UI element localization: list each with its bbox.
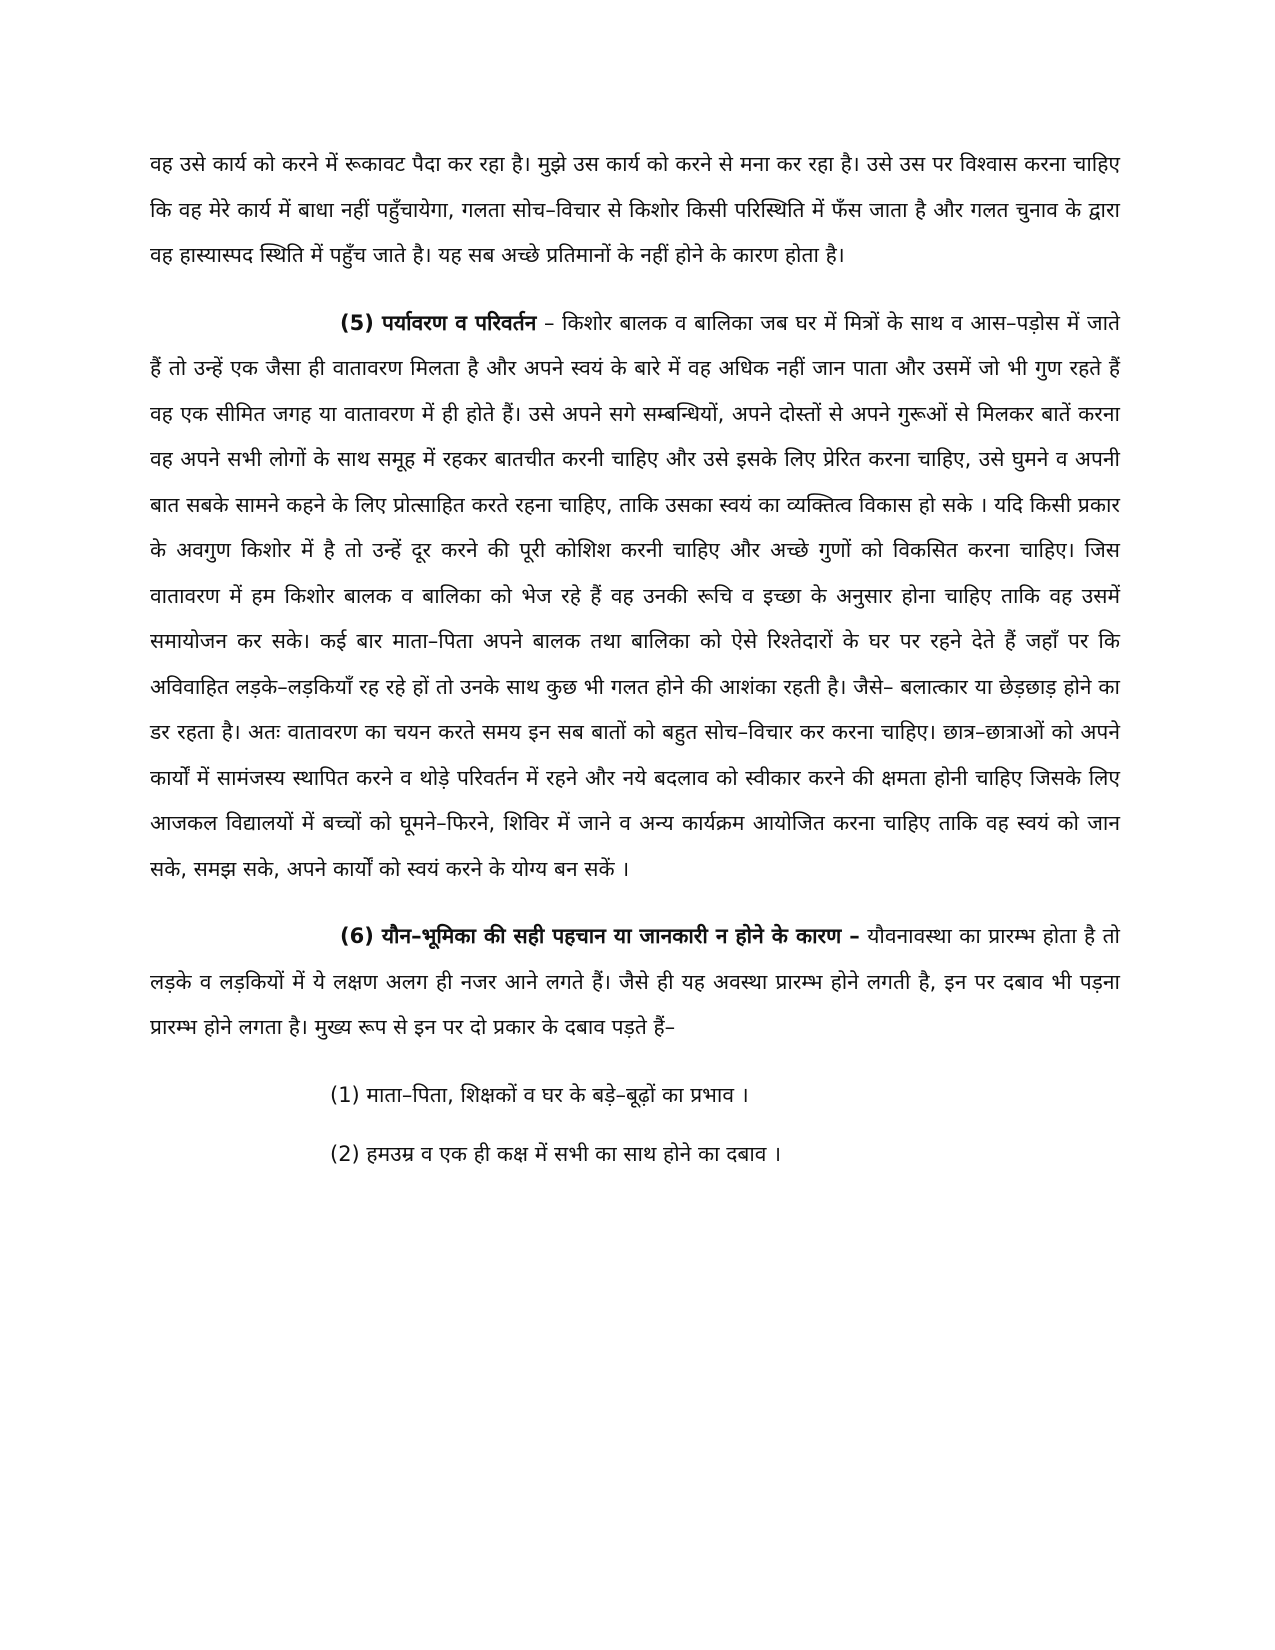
list-item-1: (1) माता–पिता, शिक्षकों व घर के बड़े–बूढ़ों का प्रभाव । (330, 1082, 749, 1107)
list-item-2: (2) हमउम्र व एक ही कक्ष में सभी का साथ होने का दबाव । (330, 1142, 782, 1166)
document-body (150, 142, 1120, 1192)
paragraph-sex-role (150, 914, 1120, 1051)
paragraph-body-6: यौवनावस्था का प्रारम्भ होता है तो लड़के व लड़कियों में ये लक्षण अलग ही नजर आने लगते हैं। जैसे ही यह अवस्था प्रारम्भ होने लगती है, इन पर दबाव भी पड़ना प्रारम्भ होने लगता है। मुख्य रूप से इन पर दो प्रकार के दबाव पड़ते हैं– (150, 924, 1120, 1039)
paragraph-continuation: वह उसे कार्य को करने में रूकावट पैदा कर रहा है। मुझे उस कार्य को करने से मना कर रहा है। उसे उस पर विश्वास करना चाहिए कि वह मेरे कार्य में बाधा नहीं पहुँचायेगा, गलता सोच–विचार से किशोर किसी परिस्थिति में फँस जाता है और गलत चुनाव के द्वारा वह हास्यास्पद स्थिति में पहुँच जाते है। यह सब अच्छे प्रतिमानों के नहीं होने के कारण होता है। (150, 152, 1120, 267)
paragraph-environment-change (150, 301, 1120, 893)
section-heading-6: (6) यौन–भूमिका की सही पहचान या जानकारी न होने के कारण – (340, 924, 860, 948)
paragraph-body-5: – किशोर बालक व बालिका जब घर में मित्रों के साथ व आस–पड़ोस में जाते हैं तो उन्हें एक जैसा ही वातावरण मिलता है और अपने स्वयं के बारे में वह अधिक नहीं जान पाता और उसमें जो भी गुण रहते हैं वह एक सीमित जगह या वातावरण में ही होते हैं। उसे अपने सगे सम्बन्धियों, अपने दोस्तों से अपने गुरूओं से मिलकर बातें करना वह अपने सभी लोगों के साथ समूह में रहकर बातचीत करनी चाहिए और उसे इसके लिए प्रेरित करना चाहिए, उसे घुमने व अपनी बात सबके सामने कहने के लिए प्रोत्साहित करते रहना चाहिए, ताकि उसका स्वयं का व्यक्तित्व विकास हो सके । यदि किसी प्रकार के अवगुण किशोर में है तो उन्हें दूर करने की पूरी कोशिश करनी चाहिए और अच्छे गुणों को विकसित करना चाहिए। जिस वातावरण में हम किशोर बालक व बालिका को भेज रहे हैं वह उनकी रूचि व इच्छा के अनुसार होना चाहिए ताकि वह उसमें समायोजन कर सके। कई बार माता–पिता अपने बालक तथा बालिका को ऐसे रिश्तेदारों के घर पर रहने देते हैं जहाँ पर कि अविवाहित लड़के–लड़कियाँ रह रहे हों तो उनके साथ कुछ भी गलत होने की आशंका रहती है। जैसे– बलात्कार या छेड़छाड़ होने का डर रहता है। अतः वातावरण का चयन करते समय इन सब बातों को बहुत सोच–विचार कर करना चाहिए। छात्र–छात्राओं को अपने कार्यों में सामंजस्य स्थापित करने व थोड़े परिवर्तन में रहने और नये बदलाव को स्वीकार करने की क्षमता होनी चाहिए जिसके लिए आजकल विद्यालयों में बच्चों को घूमने–फिरने, शिविर में जाने व अन्य कार्यक्रम आयोजित करना चाहिए ताकि वह स्वयं को जान सके, समझ सके, अपने कार्यों को स्वयं करने के योग्य बन सकें । (150, 310, 1121, 881)
section-heading-5: (5) पर्यावरण व परिवर्तन (340, 310, 537, 335)
